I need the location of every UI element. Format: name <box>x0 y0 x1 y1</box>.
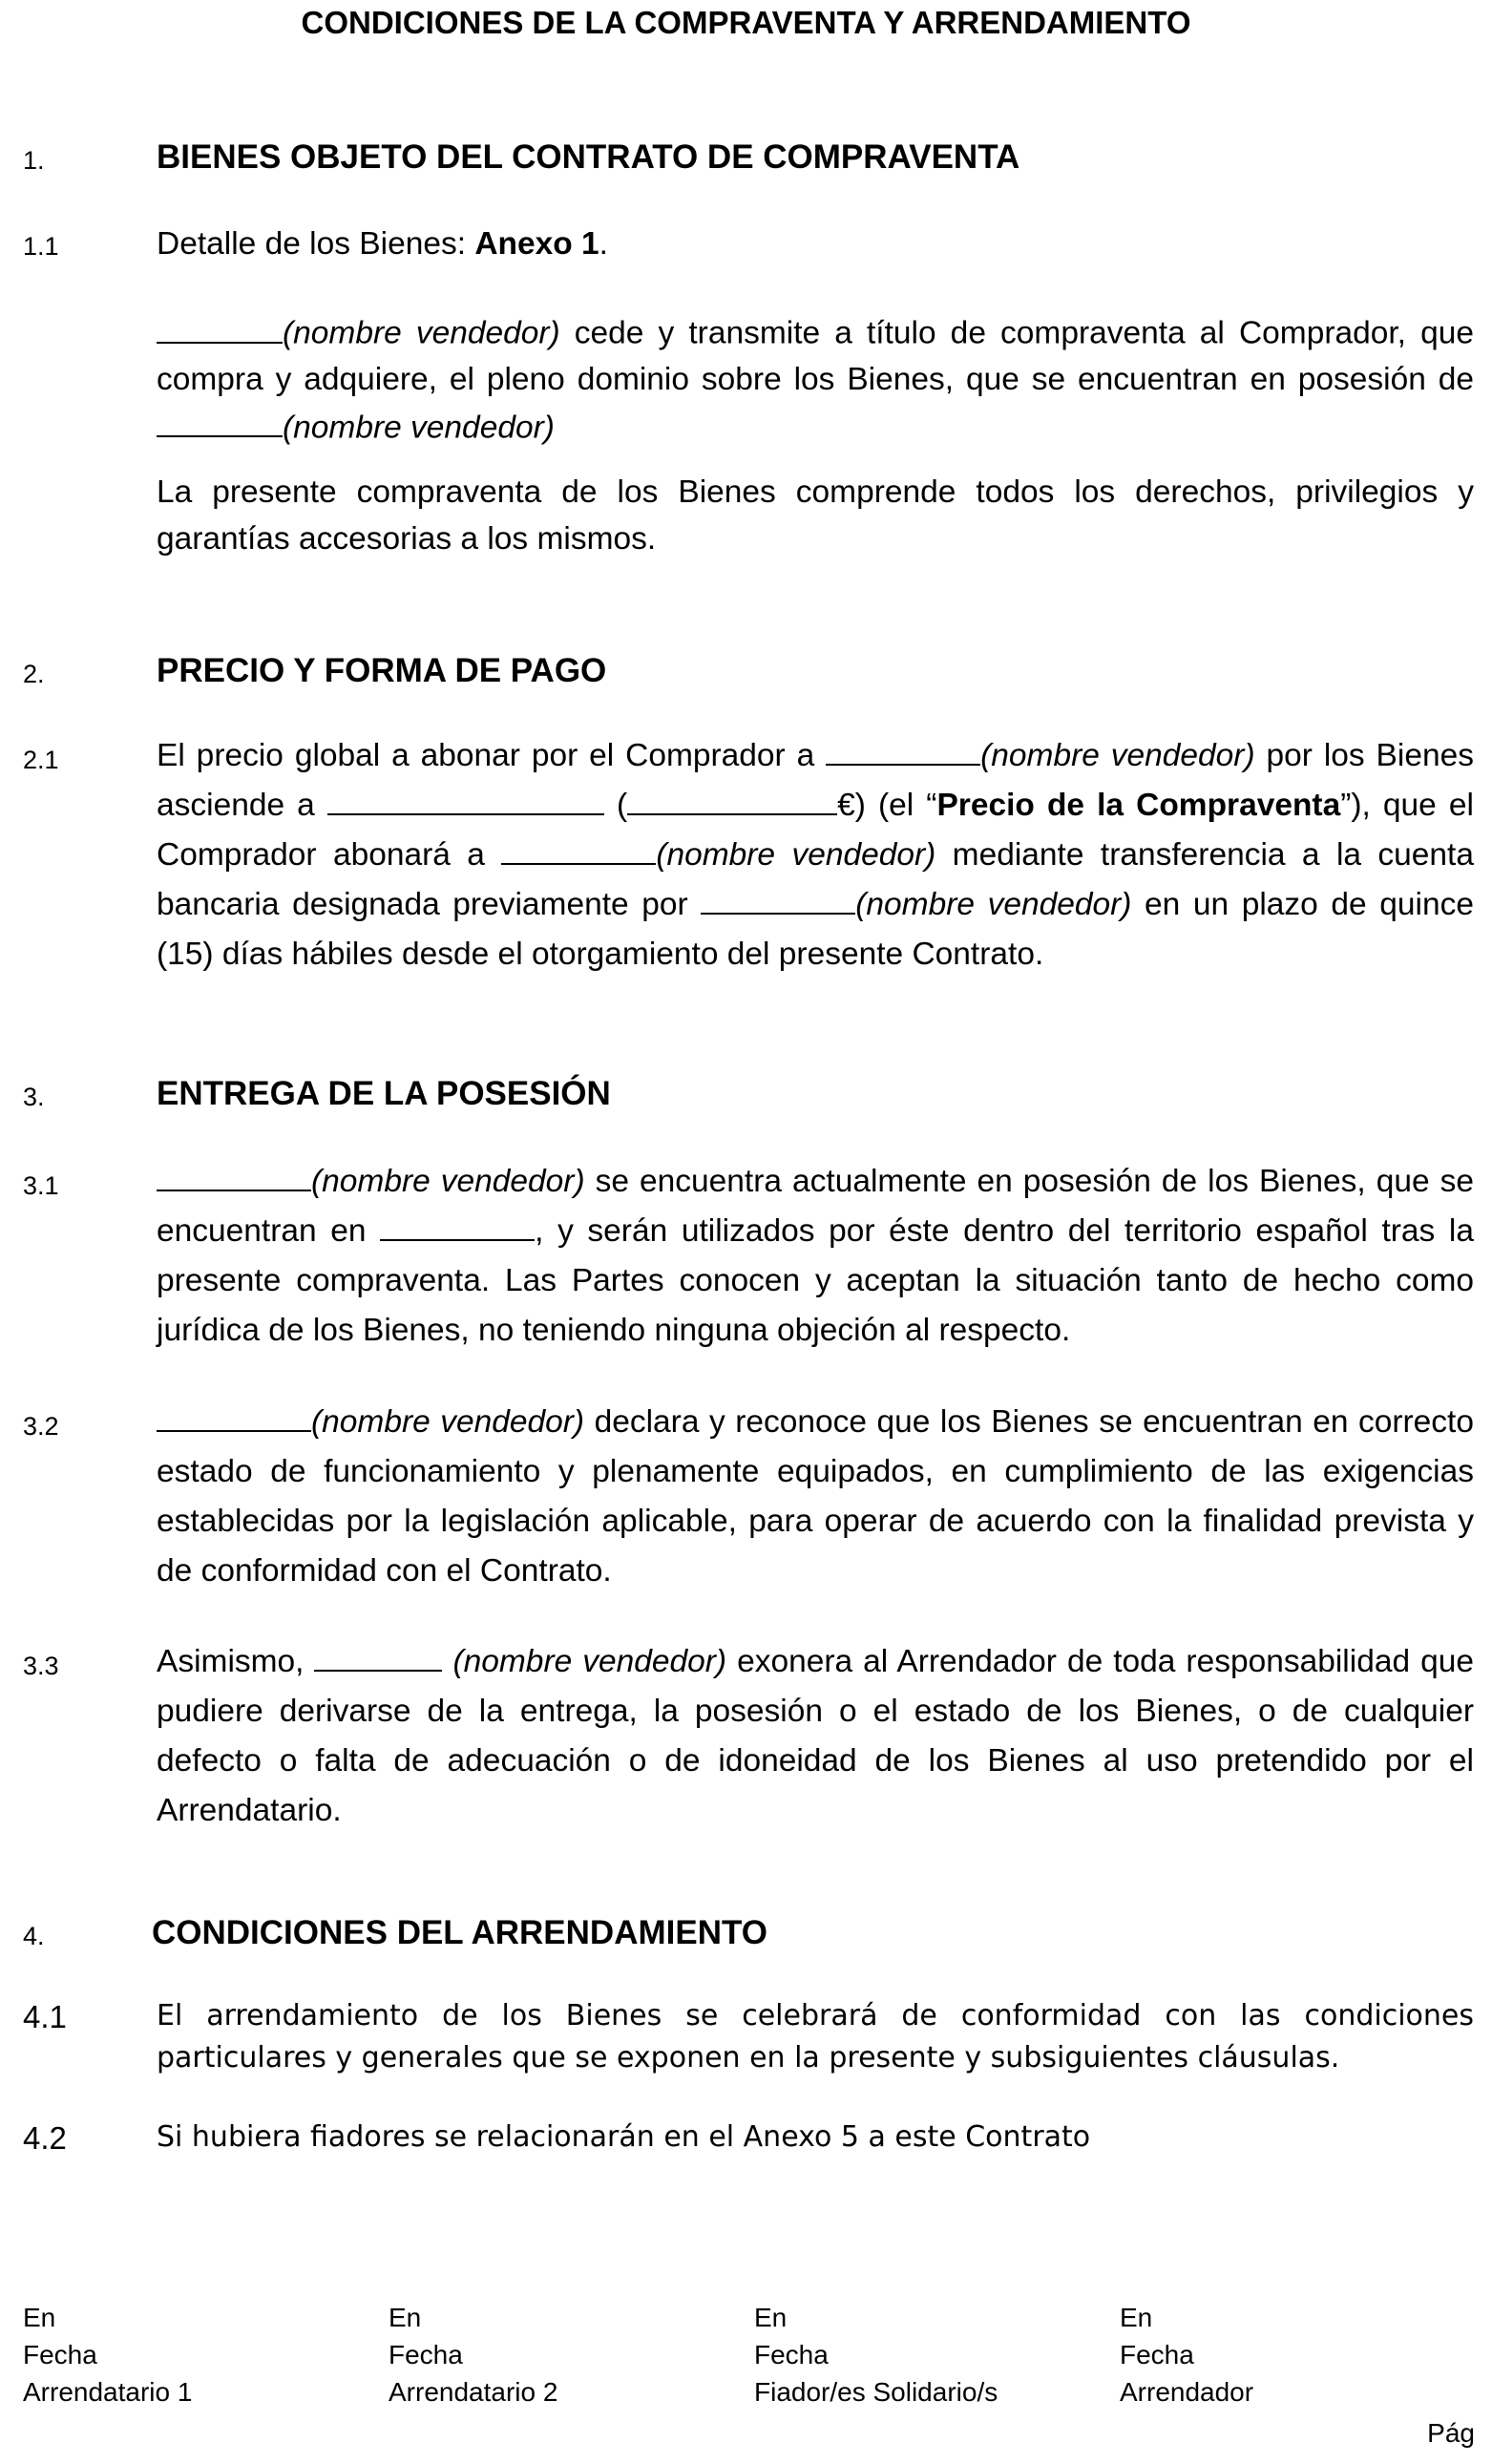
clause-text: por los Bienes asciende a <box>157 738 1474 823</box>
clause-number: 4.2 <box>23 2120 67 2156</box>
section-2-heading <box>0 650 1492 692</box>
clause-text: €) (el “ <box>837 788 937 823</box>
clause-number: 4.1 <box>23 1999 67 2034</box>
clause-text: Asimismo, <box>157 1644 315 1679</box>
signer-role: Arrendatario 1 <box>23 2377 193 2407</box>
document-title: CONDICIONES DE LA COMPRAVENTA Y ARRENDAMIENTO <box>301 5 1191 40</box>
clause-text: El precio global a abonar por el Comprador a <box>157 738 827 773</box>
clause-number: 3.2 <box>23 1412 59 1441</box>
section-title: ENTREGA DE LA POSESIÓN <box>157 1075 611 1112</box>
clause-4-1: El arrendamiento de los Bienes se celebrará de conformidad con las condiciones particulares y generales que se exponen en la presente y subsiguientes cláusulas. <box>157 1999 1474 2074</box>
clause-text: exonera al Arrendador de toda responsabilidad que pudiere derivarse de la entrega, la posesión o el estado de los Bienes, o de cualquier defecto o falta de adecuación o de idoneidad de los Bienes al uso pretendido por el Arrendatario. <box>157 1644 1474 1828</box>
seller-placeholder: (nombre vendedor) <box>980 738 1255 773</box>
section-1-heading <box>0 137 1492 179</box>
clause-text: en un plazo de quince (15) días hábiles desde el otorgamiento del presente Contrato. <box>157 887 1474 972</box>
signature-column-arrendatario-1 <box>23 2299 367 2411</box>
signer-role: Arrendador <box>1120 2377 1254 2407</box>
seller-placeholder: (nombre vendedor) <box>283 315 560 351</box>
section-3-heading <box>0 1073 1492 1115</box>
clause-4-2: Si hubiera fiadores se relacionarán en el Anexo 5 a este Contrato <box>157 2120 1091 2154</box>
clause-text: . <box>599 226 608 262</box>
annex-reference: Anexo 1 <box>474 226 599 262</box>
seller-placeholder: (nombre vendedor) <box>283 410 555 445</box>
section-title: BIENES OBJETO DEL CONTRATO DE COMPRAVENTA <box>157 138 1020 176</box>
clause-text: , y serán utilizados por éste dentro del territorio español tras la presente compraventa. Las Partes conocen y aceptan la situación tanto de hecho como jurídica de los Bienes, no teniendo ninguna objeción al respecto. <box>157 1213 1474 1348</box>
section-number: 1. <box>23 146 45 175</box>
clause-1-paragraph-1 <box>157 309 1474 452</box>
clause-text: Detalle de los Bienes: <box>157 226 475 262</box>
price-amount-blank[interactable] <box>627 782 837 816</box>
date-label: Fecha <box>389 2340 463 2369</box>
signer-role: Fiador/es Solidario/s <box>754 2377 998 2407</box>
price-text-blank[interactable] <box>327 782 604 816</box>
fill-in-blank[interactable] <box>157 1158 311 1192</box>
clause-number: 3.1 <box>23 1171 59 1200</box>
seller-placeholder: (nombre vendedor) <box>311 1404 585 1440</box>
clause-text: se encuentra actualmente en posesión de los Bienes, que se encuentran en <box>157 1164 1474 1249</box>
section-4-heading <box>0 1912 1492 1954</box>
place-label: En <box>389 2303 422 2332</box>
clause-text: cede y transmite a título de compraventa al Comprador, que compra y adquiere, el pleno dominio sobre los Bienes, que se encuentran en posesión de <box>157 315 1474 397</box>
clause-text: ( <box>603 788 628 823</box>
date-label: Fecha <box>1120 2340 1194 2369</box>
clause-2-1 <box>157 731 1474 979</box>
clause-text: declara y reconoce que los Bienes se encuentran en correcto estado de funcionamiento y plenamente equipados, en cumplimiento de las exigencias establecidas por la legislación aplicable, para operar de acuerdo con la finalidad prevista y de conformidad con el Contrato. <box>157 1404 1474 1589</box>
clause-text: ”), que el Comprador abonará a <box>157 788 1474 873</box>
section-number: 4. <box>23 1922 45 1950</box>
signature-footer <box>23 2299 1469 2413</box>
seller-placeholder: (nombre vendedor) <box>452 1644 727 1679</box>
clause-3-1 <box>157 1157 1474 1356</box>
signature-column-arrendador <box>1120 2299 1463 2411</box>
location-blank[interactable] <box>380 1208 535 1242</box>
fill-in-blank[interactable] <box>157 1399 311 1433</box>
seller-placeholder: (nombre vendedor) <box>855 887 1132 922</box>
fill-in-blank[interactable] <box>157 404 283 438</box>
place-label: En <box>23 2303 56 2332</box>
clause-1-1 <box>157 221 1474 268</box>
fill-in-blank[interactable] <box>701 881 855 916</box>
signer-role: Arrendatario 2 <box>389 2377 558 2407</box>
fill-in-blank[interactable] <box>157 309 283 344</box>
clause-number: 1.1 <box>23 232 59 261</box>
clause-1-paragraph-2: La presente compraventa de los Bienes comprende todos los derechos, privilegios y garantías accesorias a los mismos. <box>157 474 1474 557</box>
clause-number: 3.3 <box>23 1652 59 1680</box>
section-number: 2. <box>23 660 45 688</box>
defined-term: Precio de la Compraventa <box>936 788 1341 823</box>
fill-in-blank[interactable] <box>314 1638 442 1673</box>
seller-placeholder: (nombre vendedor) <box>311 1164 585 1199</box>
date-label: Fecha <box>754 2340 829 2369</box>
date-label: Fecha <box>23 2340 97 2369</box>
seller-placeholder: (nombre vendedor) <box>656 837 936 873</box>
place-label: En <box>1120 2303 1153 2332</box>
clause-3-2 <box>157 1398 1474 1596</box>
clause-3-3 <box>157 1637 1474 1836</box>
section-title: CONDICIONES DEL ARRENDAMIENTO <box>152 1914 767 1951</box>
fill-in-blank[interactable] <box>826 732 980 767</box>
signature-column-arrendatario-2 <box>389 2299 732 2411</box>
signature-column-fiador <box>754 2299 1098 2411</box>
clause-text: mediante transferencia a la cuenta bancaria designada previamente por <box>157 837 1474 922</box>
section-title: PRECIO Y FORMA DE PAGO <box>157 652 607 689</box>
place-label: En <box>754 2303 788 2332</box>
clause-number: 2.1 <box>23 746 59 774</box>
fill-in-blank[interactable] <box>501 832 656 866</box>
page-label: Pág <box>1427 2418 1475 2448</box>
section-number: 3. <box>23 1083 45 1111</box>
